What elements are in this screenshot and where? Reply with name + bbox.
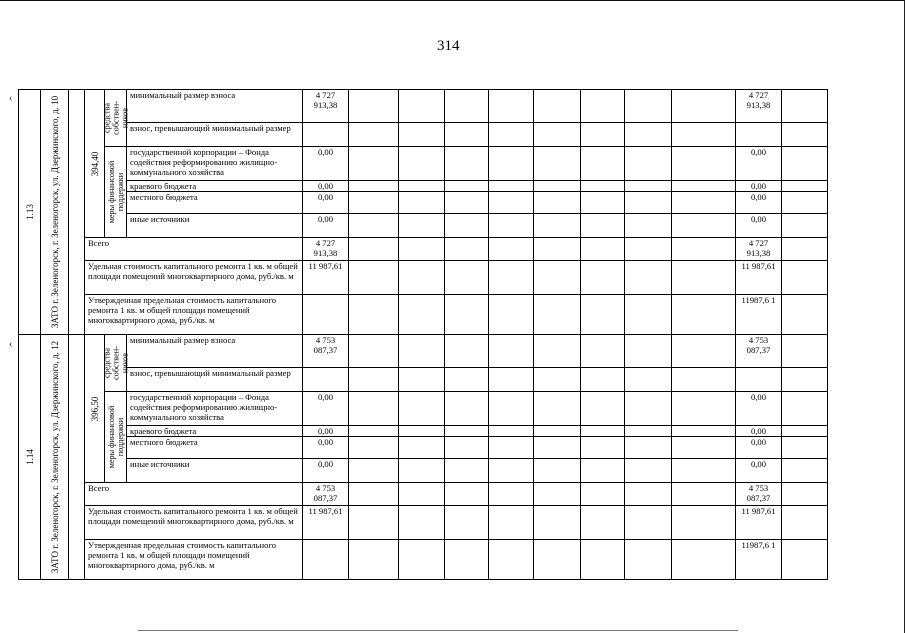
margin-mark: ‹ <box>9 339 13 350</box>
total-label: Всего <box>85 483 303 506</box>
regional-budget-label: краевого бюджета <box>127 426 303 437</box>
over-fee-label: взнос, превышающий минимальный размер <box>127 368 303 392</box>
min-fee-label: минимальный размер взноса <box>127 90 303 123</box>
item-number: 1.13 <box>19 90 41 335</box>
local-budget-label: местного бюджета <box>127 437 303 459</box>
table-row: Удельная стоимость капитального ремонта 1 кв. м общей площади помещений многоквартирного дома, руб./кв. м 11 987,61 11 987,61 <box>19 261 867 295</box>
table-row: местного бюджета 0,00 0,00 <box>19 192 867 214</box>
section-1-13 <box>19 90 867 335</box>
table-row: Утвержденная предельная стоимость капитального ремонта 1 кв. м общей площади помещений многоквартирного дома, руб./кв. м 11987,6 1 <box>19 295 867 335</box>
table-row: иные источники 0,00 0,00 <box>19 459 867 483</box>
fund-label: государственной корпорации – Фонда содействия реформированию жилищно-коммунального хозяйства <box>127 392 303 426</box>
house-area: 396,50 <box>85 335 105 483</box>
owners-funds-group: средства собствен- ников <box>105 90 127 147</box>
fund-label: государственной корпорации – Фонда содействия реформированию жилищно-коммунального хозяйства <box>127 147 303 181</box>
table-row: краевого бюджета 0,00 0,00 <box>19 181 867 192</box>
table-row: краевого бюджета 0,00 0,00 <box>19 426 867 437</box>
min-fee-label: минимальный размер взноса <box>127 335 303 368</box>
financial-support-group: меры финансовой поддержки <box>105 147 127 238</box>
financial-support-group: меры финансовой поддержки <box>105 392 127 483</box>
unit-cost-label: Удельная стоимость капитального ремонта 1 кв. м общей площади помещений многоквартирного дома, руб./кв. м <box>85 506 303 540</box>
house-area: 394,40 <box>85 90 105 238</box>
table-row: иные источники 0,00 0,00 <box>19 214 867 238</box>
spacer-column <box>69 335 85 580</box>
table-row: Утвержденная предельная стоимость капитального ремонта 1 кв. м общей площади помещений многоквартирного дома, руб./кв. м 11987,6 1 <box>19 540 867 580</box>
other-sources-label: иные источники <box>127 459 303 483</box>
limit-cost-label: Утвержденная предельная стоимость капитального ремонта 1 кв. м общей площади помещений многоквартирного дома, руб./кв. м <box>85 295 303 335</box>
table-row: Удельная стоимость капитального ремонта 1 кв. м общей площади помещений многоквартирного дома, руб./кв. м 11 987,61 11 987,61 <box>19 506 867 540</box>
table-row <box>19 335 867 368</box>
min-fee-total: 4 753 087,37 <box>736 335 782 368</box>
over-fee-label: взнос, превышающий минимальный размер <box>127 123 303 147</box>
unit-cost-label: Удельная стоимость капитального ремонта 1 кв. м общей площади помещений многоквартирного дома, руб./кв. м <box>85 261 303 295</box>
bottom-divider <box>138 630 738 631</box>
total-label: Всего <box>85 238 303 261</box>
table-row <box>19 90 867 123</box>
table-row: местного бюджета 0,00 0,00 <box>19 437 867 459</box>
owners-funds-group: средства собствен- ников <box>105 335 127 392</box>
local-budget-label: местного бюджета <box>127 192 303 214</box>
table-row <box>19 368 867 392</box>
house-address: ЗАТО г. Зеленогорск, г. Зеленогорск, ул. Дзержинского, д. 10 <box>41 90 69 335</box>
item-number: 1.14 <box>19 335 41 580</box>
regional-budget-label: краевого бюджета <box>127 181 303 192</box>
spacer-column <box>69 90 85 335</box>
house-address: ЗАТО г. Зеленогорск, г. Зеленогорск, ул. Дзержинского, д. 12 <box>41 335 69 580</box>
other-sources-label: иные источники <box>127 214 303 238</box>
repair-cost-table <box>18 89 867 580</box>
min-fee-value: 4 727 913,38 <box>303 90 349 123</box>
min-fee-total: 4 727 913,38 <box>736 90 782 123</box>
table-row <box>19 123 867 147</box>
table-row: меры финансовой поддержки государственной корпорации – Фонда содействия реформированию жилищно-коммунального хозяйства 0,00 0,00 <box>19 392 867 426</box>
table-row: Всего 4 753 087,37 4 753 087,37 <box>19 483 867 506</box>
table-row: меры финансовой поддержки государственной корпорации – Фонда содействия реформированию жилищно-коммунального хозяйства 0,00 0,00 <box>19 147 867 181</box>
table-row: Всего 4 727 913,38 4 727 913,38 <box>19 238 867 261</box>
min-fee-value: 4 753 087,37 <box>303 335 349 368</box>
margin-mark: ‹ <box>9 93 13 104</box>
page-number: 314 <box>437 38 460 54</box>
limit-cost-label: Утвержденная предельная стоимость капитального ремонта 1 кв. м общей площади помещений многоквартирного дома, руб./кв. м <box>85 540 303 580</box>
section-1-14 <box>19 335 867 580</box>
